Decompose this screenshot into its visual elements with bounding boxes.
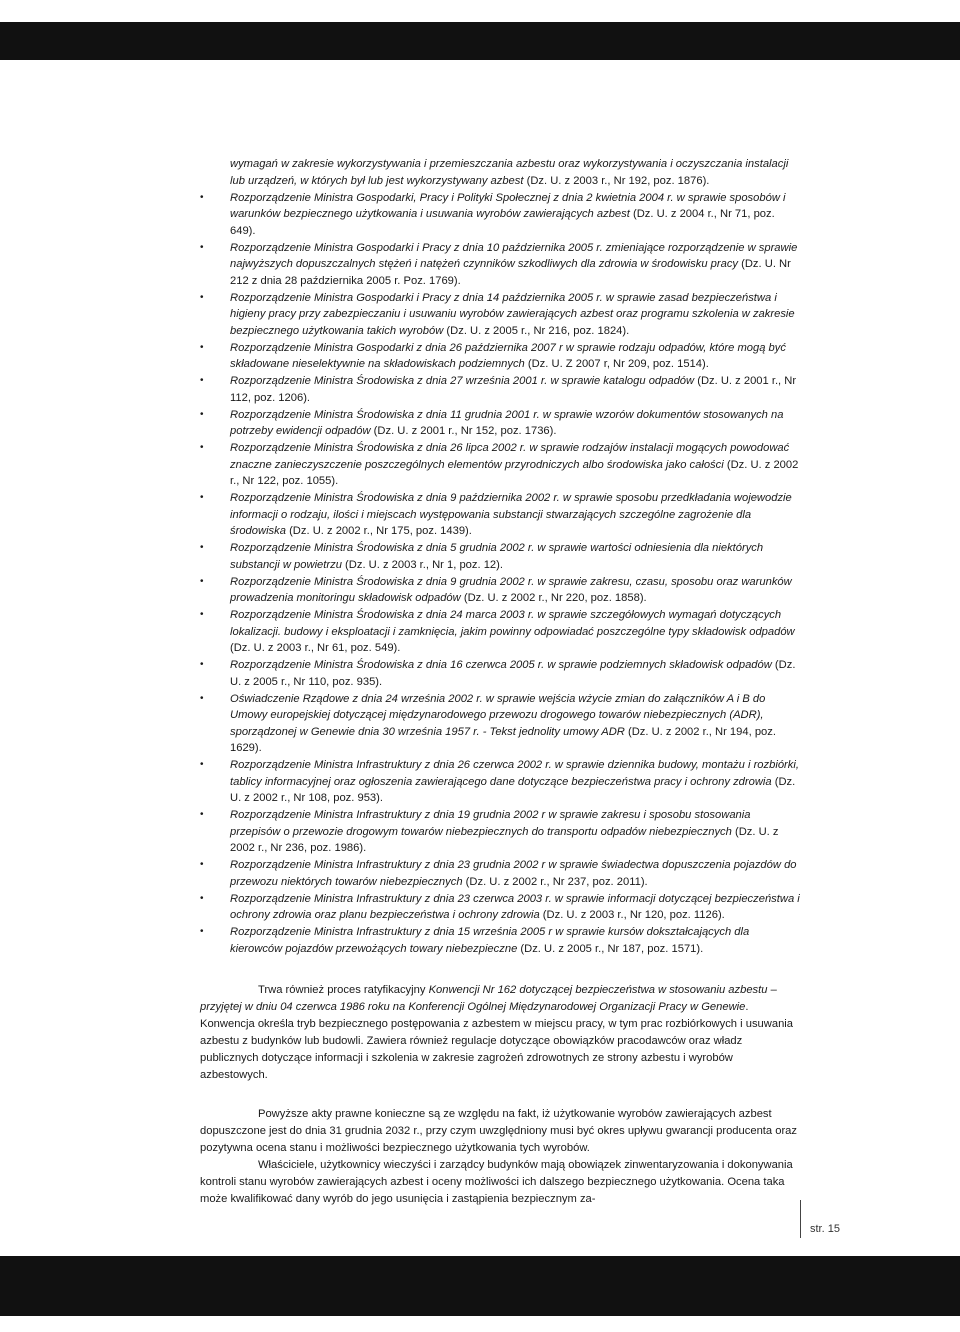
legal-act-title: wymagań w zakresie wykorzystywania i przemieszczania azbestu oraz wykorzystywania i oczyszczania instalacji lub urządzeń, w których był lub jest wykorzystywany azbest bbox=[230, 158, 789, 187]
page-content bbox=[200, 156, 800, 1208]
legal-act-title: Rozporządzenie Ministra Środowiska z dnia 11 grudnia 2001 r. w sprawie wzorów dokumentów stosowanych na potrzeby ewidencji odpadów bbox=[230, 408, 784, 437]
legal-act-title: Rozporządzenie Ministra Infrastruktury z dnia 23 czerwca 2003 r. w sprawie informacji dotyczącej bezpieczeństwa i ochrony zdrowia oraz planu bezpieczeństwa i ochrony zdrowia bbox=[230, 892, 800, 921]
legal-act-citation: (Dz. U. z 2002 r., Nr 175, poz. 1439). bbox=[285, 525, 472, 537]
bullet-icon: • bbox=[200, 759, 204, 770]
paragraph-convention bbox=[200, 982, 800, 1084]
bullet-icon: • bbox=[200, 291, 204, 303]
legal-act-item bbox=[200, 657, 800, 690]
bullet-icon: • bbox=[200, 609, 204, 620]
legal-act-title: Rozporządzenie Ministra Infrastruktury z dnia 19 grudnia 2002 r w sprawie zakresu i sposobu stosowania przepisów o przewozie drogowym towarów niebezpiecznych do transportu odpadów niebezpiecznych bbox=[230, 809, 751, 838]
legal-act-citation: (Dz. U. z 2003 r., Nr 61, poz. 549). bbox=[230, 642, 401, 654]
bullet-icon: • bbox=[200, 659, 204, 670]
bullet-icon: • bbox=[200, 542, 204, 553]
legal-act-item bbox=[200, 190, 800, 240]
legal-act-title: Rozporządzenie Ministra Gospodarki i Pracy z dnia 10 października 2005 r. zmieniające rozporządzenie w sprawie najwyższych dopuszczalnych stężeń i natężeń czynników szkodliwych dla zdrowia w środowisku pracy bbox=[230, 241, 798, 270]
bullet-icon: • bbox=[200, 492, 204, 503]
legal-act-item bbox=[200, 407, 800, 440]
paragraph-convention-body: . Konwencja określa tryb bezpiecznego postępowania z azbestem w miejscu pracy, w tym prac rozbiórkowych i usuwania azbestu z budynków lub budowli. Zawiera również regulacje dotyczące obowiązków pracodawców oraz władz publicznych dotyczące informacji i szkolenia w zakresie zagrożeń zdrowotnych ze strony azbestu i wyrobów azbestowych. bbox=[200, 1000, 794, 1081]
legal-act-title: Rozporządzenie Ministra Środowiska z dnia 26 lipca 2002 r. w sprawie rodzajów instalacji mogących powodować znaczne zanieczyszczenie poszczególnych elementów przyrodniczych albo środowiska jako całości bbox=[230, 442, 790, 471]
legal-act-title: Oświadczenie Rządowe z dnia 24 września 2002 r. w sprawie wejścia wżycie zmian do załączników A i B do Umowy europejskiej dotyczącej międzynarodowego przewozu drogowego towarów niebezpiecznych (ADR), sporządzonej w Genewie dnia 30 września 1957 r. - Tekst jednolity umowy ADR bbox=[230, 692, 766, 738]
legal-act-title: Rozporządzenie Ministra Infrastruktury z dnia 15 września 2005 r w sprawie kursów dokształcających dla kierowców pojazdów przewożących towary niebezpieczne bbox=[230, 926, 750, 955]
bullet-icon: • bbox=[200, 692, 204, 704]
legal-act-title: Rozporządzenie Ministra Środowiska z dnia 5 grudnia 2002 r. w sprawie wartości odniesienia dla niektórych substancji w powietrzu bbox=[230, 542, 764, 571]
bullet-icon: • bbox=[200, 375, 204, 386]
legal-act-title: Rozporządzenie Ministra Gospodarki z dnia 26 października 2007 r w sprawie rodzaju odpadów, które mogą być składowane nieselektywnie na składowiskach podziemnych bbox=[230, 341, 786, 370]
legal-act-item bbox=[200, 574, 800, 607]
bullet-icon: • bbox=[200, 191, 204, 203]
legal-act-item bbox=[200, 240, 800, 290]
bottom-footer-bar bbox=[0, 1256, 960, 1316]
bullet-icon: • bbox=[200, 575, 204, 587]
legal-act-citation: (Dz. U. z 2002 r., Nr 108, poz. 953). bbox=[230, 775, 796, 804]
top-header-bar bbox=[0, 22, 960, 60]
bullet-icon: • bbox=[200, 809, 204, 820]
legal-act-item bbox=[200, 924, 800, 957]
bullet-icon: • bbox=[200, 859, 204, 870]
legal-act-item bbox=[200, 607, 800, 657]
legal-act-item bbox=[200, 807, 800, 857]
footer-divider bbox=[800, 1200, 801, 1238]
legal-act-citation: (Dz. U. z 2002 r., Nr 220, poz. 1858). bbox=[460, 592, 647, 604]
legal-act-citation: (Dz. U. z 2003 r., Nr 1, poz. 12). bbox=[341, 558, 503, 571]
paragraph-convention-intro: Trwa również proces ratyfikacyjny bbox=[258, 983, 429, 996]
legal-act-title: Rozporządzenie Ministra Środowiska z dnia 27 września 2001 r. w sprawie katalogu odpadów bbox=[230, 375, 695, 387]
legal-act-item bbox=[200, 691, 800, 757]
bullet-icon: • bbox=[200, 442, 204, 453]
bullet-icon: • bbox=[200, 892, 204, 904]
legal-act-citation: (Dz. U. Z 2007 r, Nr 209, poz. 1514). bbox=[524, 358, 709, 370]
legal-act-title: Rozporządzenie Ministra Infrastruktury z dnia 26 czerwca 2002 r. w sprawie dziennika budowy, montażu i rozbiórki, tablicy informacyjnej oraz ogłoszenia zawierającego dane dotyczące bezpieczeństwa pracy i ochrony zdrowia bbox=[230, 759, 799, 788]
legal-act-title: Rozporządzenie Ministra Gospodarki i Pracy z dnia 14 października 2005 r. w sprawie zasad bezpieczeństwa i higieny pracy przy zabezpieczaniu i usuwaniu wyrobów zawierających azbest oraz programu szkolenia w zakresie bezpiecznego użytkowania takich wyrobów bbox=[230, 291, 795, 337]
legal-act-citation: (Dz. U. z 2003 r., Nr 120, poz. 1126). bbox=[539, 909, 725, 921]
legal-act-citation: (Dz. U. z 2001 r., Nr 152, poz. 1736). bbox=[370, 425, 557, 437]
legal-act-citation: (Dz. U. z 2003 r., Nr 192, poz. 1876). bbox=[523, 174, 710, 187]
legal-act-citation: (Dz. U. z 2002 r., Nr 236, poz. 1986). bbox=[230, 825, 779, 854]
legal-act-item bbox=[200, 373, 800, 406]
legal-act-citation: (Dz. U. z 2005 r., Nr 187, poz. 1571). bbox=[517, 942, 704, 955]
legal-act-citation: (Dz. U. z 2005 r., Nr 110, poz. 935). bbox=[230, 659, 796, 688]
paragraph-owners-obligation: Właściciele, użytkownicy wieczyści i zarządcy budynków mają obowiązek zinwentaryzowania i dokonywania kontroli stanu wyrobów zawierających azbest i oceny możliwości ich dalszego bezpiecznego użytkowania. Ocena taka może kwalifikować dany wyrób do jego usunięcia i zastąpienia bezpiecznym za- bbox=[200, 1158, 793, 1205]
legal-act-item bbox=[200, 540, 800, 573]
legal-act-citation: (Dz. U. z 2005 r., Nr 216, poz. 1824). bbox=[443, 324, 630, 337]
legal-act-item bbox=[200, 490, 800, 540]
legal-act-citation: (Dz. U. Nr 212 z dnia 28 października 2005 r. Poz. 1769). bbox=[230, 258, 791, 287]
bullet-icon: • bbox=[200, 408, 204, 420]
legal-act-title: Rozporządzenie Ministra Środowiska z dnia 9 grudnia 2002 r. w sprawie zakresu, czasu, sposobu oraz warunków prowadzenia monitoringu składowisk odpadów bbox=[230, 575, 792, 604]
paragraph-legal-necessity: Powyższe akty prawne konieczne są ze względu na fakt, iż użytkowanie wyrobów zawierających azbest dopuszczone jest do dnia 31 grudnia 2032 r., przy czym uwzględniony musi być okres upływu gwarancji producenta oraz pozytywna ocena stanu i możliwości bezpiecznego użytkowania tych wyrobów. bbox=[200, 1107, 797, 1154]
legal-act-title: Rozporządzenie Ministra Gospodarki, Pracy i Polityki Społecznej z dnia 2 kwietnia 2004 r. w sprawie sposobów i warunków bezpiecznego użytkowania i usuwania wyrobów zawierających azbest bbox=[230, 191, 786, 220]
legal-acts-list bbox=[200, 156, 800, 957]
legal-act-citation: (Dz. U. z 2004 r., Nr 71, poz. 649). bbox=[230, 208, 775, 237]
legal-act-item bbox=[200, 857, 800, 890]
bullet-icon: • bbox=[200, 241, 204, 253]
legal-act-item bbox=[200, 290, 800, 340]
legal-act-title: Rozporządzenie Ministra Środowiska z dnia 9 października 2002 r. w sprawie sposobu przedkładania wojewodzie informacji o rodzaju, ilości i miejscach występowania substancji stwarzających szczególne zagrożenie dla środowiska bbox=[230, 492, 792, 537]
legal-act-item bbox=[200, 440, 800, 490]
legal-act-item bbox=[200, 340, 800, 373]
legal-act-citation: (Dz. U. z 2002 r., Nr 237, poz. 2011). bbox=[462, 875, 648, 888]
paragraph-convention-title: Konwencji Nr 162 dotyczącej bezpieczeństwa w stosowaniu azbestu – przyjętej w dniu 04 czerwca 1986 roku na Konferencji Ogólnej Międzynarodowej Organizacji Pracy w Genewie bbox=[200, 983, 777, 1013]
legal-act-title: Rozporządzenie Ministra Środowiska z dnia 16 czerwca 2005 r. w sprawie podziemnych składowisk odpadów bbox=[230, 659, 772, 671]
legal-act-citation: (Dz. U. z 2002 r., Nr 194, poz. 1629). bbox=[230, 725, 776, 754]
page-number: str. 15 bbox=[810, 1223, 840, 1235]
legal-act-title: Rozporządzenie Ministra Środowiska z dnia 24 marca 2003 r. w sprawie szczegółowych wymagań dotyczących lokalizacji. budowy i eksploatacji i zamknięcia, jakim powinny odpowiadać poszczególne typy składowisk odpadów bbox=[230, 609, 795, 638]
bullet-icon: • bbox=[200, 926, 204, 937]
legal-act-item bbox=[200, 891, 800, 924]
legal-act-citation: (Dz. U. z 2001 r., Nr 112, poz. 1206). bbox=[230, 375, 797, 404]
legal-act-item bbox=[200, 156, 800, 189]
legal-act-title: Rozporządzenie Ministra Infrastruktury z dnia 23 grudnia 2002 r w sprawie świadectwa dopuszczenia pojazdów do przewozu niektórych towarów niebezpiecznych bbox=[230, 859, 797, 888]
bullet-icon: • bbox=[200, 341, 204, 353]
legal-act-item bbox=[200, 757, 800, 807]
legal-act-citation: (Dz. U. z 2002 r., Nr 122, poz. 1055). bbox=[230, 458, 799, 487]
